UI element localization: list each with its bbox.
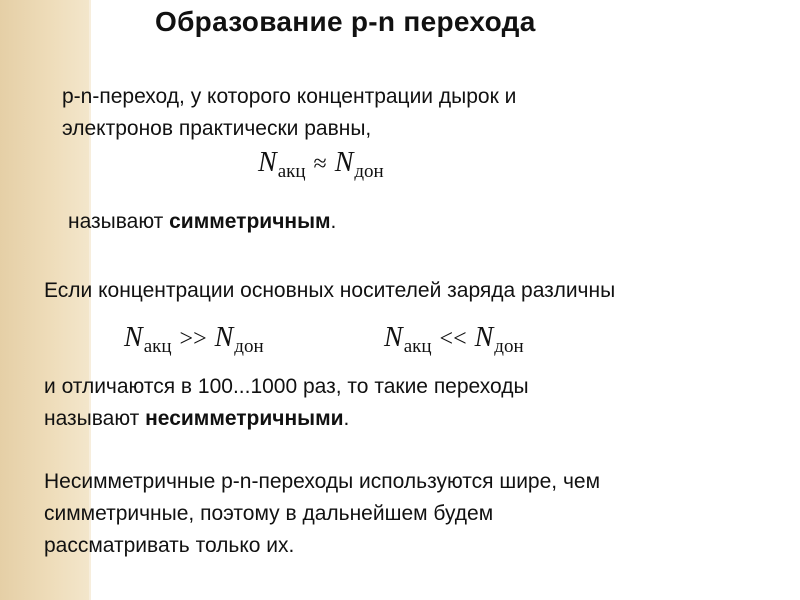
formula-gt-lhs-symbol: N (124, 322, 143, 353)
para4-line2 (44, 403, 349, 435)
formula-gt-lhs-sub: акц (143, 336, 172, 357)
formula-much-less (384, 322, 524, 357)
formula-gt-operator: >> (179, 326, 207, 352)
formula-lt-lhs-symbol: N (384, 322, 403, 353)
para5-line3: рассматривать только их. (44, 534, 295, 557)
para2-suffix: . (330, 210, 337, 233)
page-title: Образование p-n перехода (155, 6, 536, 37)
para2-prefix: называют (68, 210, 170, 233)
para3-line1: Если концентрации основных носителей заряда различны (44, 279, 616, 302)
para2-bold-term: симметричным (169, 210, 331, 233)
para4-bold-term: несимметричными (145, 407, 344, 430)
formula-lt-operator: << (439, 326, 467, 352)
formula-lt-lhs-sub: акц (403, 336, 432, 357)
para1-line2: электронов практически равны, (62, 117, 372, 140)
formula-much-greater (124, 322, 264, 357)
para2 (68, 206, 336, 238)
para5-line1: Несимметричные p-n-переходы используются шире, чем (44, 470, 601, 493)
formula-approx-equal (258, 147, 384, 182)
formula-approx-lhs-sub: акц (277, 161, 306, 182)
formula-lt-rhs-symbol: N (474, 322, 494, 353)
formula-approx-lhs-symbol: N (258, 147, 277, 178)
para4-line2-suffix: . (343, 407, 350, 430)
para1-line1: p-n-переход, у которого концентрации дырок и (62, 85, 517, 108)
formula-approx-rhs-symbol: N (334, 147, 354, 178)
para5-line2: симметричные, поэтому в дальнейшем будем (44, 502, 494, 525)
formula-approx-rhs-sub: дон (354, 161, 384, 182)
formula-gt-rhs-symbol: N (214, 322, 234, 353)
formula-lt-rhs-sub: дон (494, 336, 524, 357)
para4-line1: и отличаются в 100...1000 раз, то такие переходы (44, 375, 529, 398)
formula-approx-operator: ≈ (313, 151, 327, 177)
para4-line2-prefix: называют (44, 407, 146, 430)
formula-gt-rhs-sub: дон (234, 336, 264, 357)
